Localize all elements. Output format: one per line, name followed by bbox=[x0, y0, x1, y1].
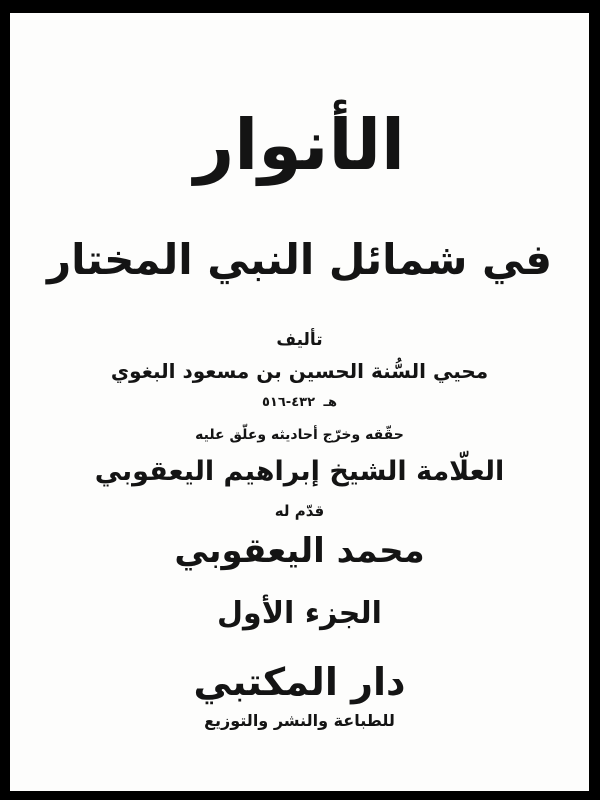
author-name: محيي السُّنة الحسين بن مسعود البغوي bbox=[110, 359, 489, 383]
foreword-label: قدّم له bbox=[274, 502, 325, 520]
book-cover-page bbox=[10, 13, 589, 791]
publisher-tagline: للطباعة والنشر والتوزيع bbox=[204, 711, 395, 730]
book-title-line-2: في شمائل النبي المختار bbox=[47, 235, 552, 284]
book-title-line-1: الأنوار bbox=[193, 104, 406, 186]
editor-name: العلّامة الشيخ إبراهيم اليعقوبي bbox=[94, 456, 505, 487]
author-dates bbox=[10, 392, 589, 414]
publisher-name: دار المكتبي bbox=[193, 660, 406, 704]
author-dates-range: ٤٣٢-٥١٦ bbox=[261, 395, 316, 410]
tahqiq-statement: حقّقه وخرّج أحاديثه وعلّق عليه bbox=[195, 427, 404, 443]
byline-label: تأليف bbox=[276, 330, 323, 350]
foreword-author-name: محمد اليعقوبي bbox=[174, 531, 425, 571]
hijri-era-mark: هـ bbox=[323, 395, 338, 410]
volume-label: الجزء الأول bbox=[217, 596, 382, 631]
